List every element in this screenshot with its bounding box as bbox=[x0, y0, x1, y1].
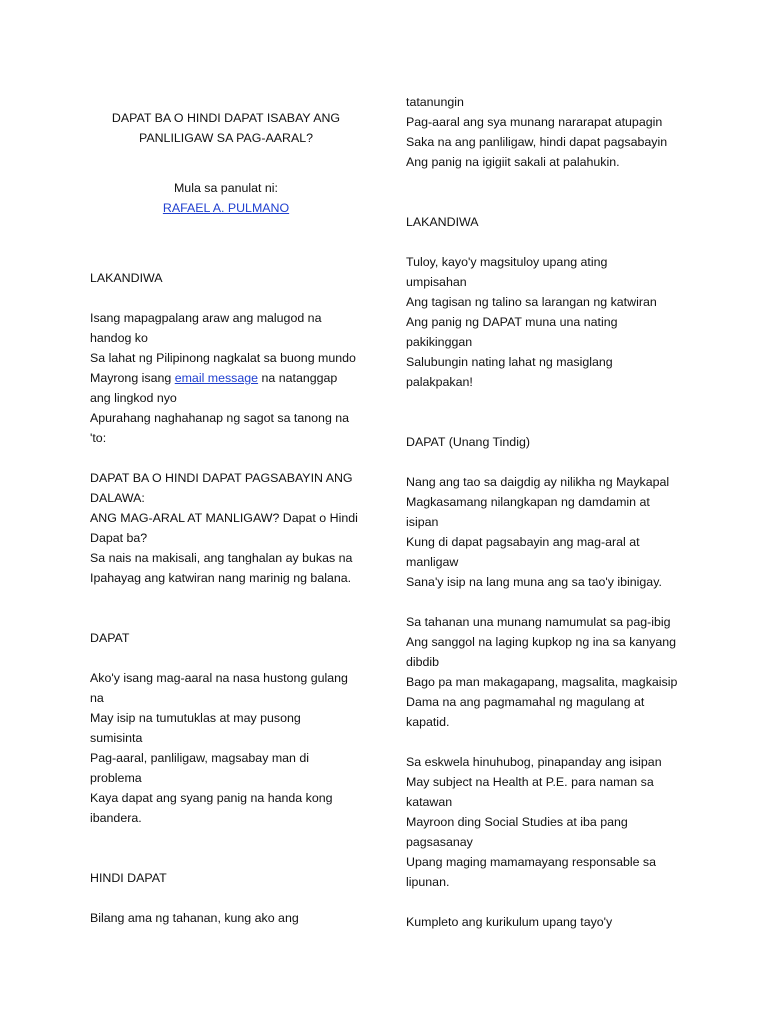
verse-line: Sa nais na makisali, ang tanghalan ay bukas na bbox=[90, 551, 353, 565]
verse-line: Ipahayag ang katwiran nang marinig ng balana. bbox=[90, 571, 352, 585]
verse-line: 'to: bbox=[90, 431, 107, 445]
document-title bbox=[90, 108, 362, 148]
verse-line: Magkasamang nilangkapan ng damdamin at bbox=[406, 495, 650, 509]
verse-line: pakikinggan bbox=[406, 335, 473, 349]
verse-line: Sana'y isip na lang muna ang sa tao'y ibinigay. bbox=[406, 575, 662, 589]
right-stanza-2 bbox=[406, 612, 696, 732]
verse-line: problema bbox=[90, 771, 142, 785]
right-dapat-heading bbox=[406, 432, 696, 452]
left-hindi-stanza bbox=[90, 908, 370, 928]
title-line-2: PANLILIGAW SA PAG-AARAL? bbox=[139, 131, 313, 145]
heading-text: DAPAT bbox=[406, 435, 446, 449]
verse-line: Ako'y isang mag-aaral na nasa hustong gulang bbox=[90, 671, 348, 685]
verse-line: manligaw bbox=[406, 555, 459, 569]
verse-line: Saka na ang panliligaw, hindi dapat pagsabayin bbox=[406, 135, 668, 149]
verse-line: lipunan. bbox=[406, 875, 450, 889]
verse-line: Ang panig na igigiit sakali at palahukin. bbox=[406, 155, 620, 169]
verse-line: DAPAT BA O HINDI DAPAT PAGSABAYIN ANG bbox=[90, 471, 353, 485]
byline-block bbox=[90, 178, 362, 218]
email-message-link[interactable]: email message bbox=[174, 371, 259, 385]
verse-line: Ang sanggol na laging kupkop ng ina sa kanyang bbox=[406, 635, 677, 649]
right-top-stanza bbox=[406, 92, 696, 172]
verse-line: Kumpleto ang kurikulum upang tayo'y bbox=[406, 915, 613, 929]
left-dapat-heading bbox=[90, 628, 370, 648]
section-heading bbox=[406, 432, 696, 452]
right-lakandiwa-heading bbox=[406, 212, 696, 232]
verse-line: sumisinta bbox=[90, 731, 143, 745]
verse-text: na natanggap bbox=[258, 371, 338, 385]
verse-line-with-link bbox=[90, 368, 370, 388]
verse-line: Kung di dapat pagsabayin ang mag-aral at bbox=[406, 535, 640, 549]
right-stanza-1 bbox=[406, 472, 696, 592]
verse-line: Bilang ama ng tahanan, kung ako ang bbox=[90, 911, 299, 925]
verse-line: Ang panig ng DAPAT muna una nating bbox=[406, 315, 618, 329]
right-stanza-4 bbox=[406, 912, 696, 932]
section-heading: DAPAT bbox=[90, 631, 130, 645]
section-heading: LAKANDIWA bbox=[90, 271, 163, 285]
left-lakandiwa-heading bbox=[90, 268, 370, 288]
section-heading: HINDI DAPAT bbox=[90, 871, 167, 885]
verse-line: Apurahang naghahanap ng sagot sa tanong na bbox=[90, 411, 350, 425]
verse-line: tatanungin bbox=[406, 95, 464, 109]
author-link[interactable]: RAFAEL A. PULMANO bbox=[162, 201, 290, 215]
verse-line: Salubungin nating lahat ng masiglang bbox=[406, 355, 613, 369]
right-lakandiwa-stanza bbox=[406, 252, 696, 392]
right-stanza-3 bbox=[406, 752, 696, 892]
verse-line: Pag-aaral, panliligaw, magsabay man di bbox=[90, 751, 310, 765]
verse-line: Dama na ang pagmamahal ng magulang at bbox=[406, 695, 645, 709]
left-dapat-stanza bbox=[90, 668, 370, 828]
verse-line: Upang maging mamamayang responsable sa bbox=[406, 855, 657, 869]
verse-line: na bbox=[90, 691, 104, 705]
verse-line: katawan bbox=[406, 795, 453, 809]
verse-line: Nang ang tao sa daigdig ay nilikha ng Maykapal bbox=[406, 475, 670, 489]
verse-line: dibdib bbox=[406, 655, 440, 669]
verse-line: kapatid. bbox=[406, 715, 450, 729]
verse-line: palakpakan! bbox=[406, 375, 473, 389]
verse-line: May isip na tumutuklas at may pusong bbox=[90, 711, 301, 725]
verse-line: Tuloy, kayo'y magsituloy upang ating bbox=[406, 255, 608, 269]
heading-subtext: (Unang Tindig) bbox=[445, 435, 530, 449]
verse-line: Bago pa man makagapang, magsalita, magkaisip bbox=[406, 675, 678, 689]
verse-line: pagsasanay bbox=[406, 835, 473, 849]
verse-line: handog ko bbox=[90, 331, 148, 345]
verse-line: ibandera. bbox=[90, 811, 142, 825]
verse-line: Kaya dapat ang syang panig na handa kong bbox=[90, 791, 333, 805]
verse-line: Sa lahat ng Pilipinong nagkalat sa buong mundo bbox=[90, 351, 356, 365]
verse-line: isipan bbox=[406, 515, 439, 529]
left-question-stanza bbox=[90, 468, 370, 588]
left-hindi-heading bbox=[90, 868, 370, 888]
verse-line: Ang tagisan ng talino sa larangan ng katwiran bbox=[406, 295, 657, 309]
verse-line: Dapat ba? bbox=[90, 531, 148, 545]
verse-line: Mayroon ding Social Studies at iba pang bbox=[406, 815, 628, 829]
verse-line: Sa tahanan una munang namumulat sa pag-ibig bbox=[406, 615, 671, 629]
verse-line: umpisahan bbox=[406, 275, 467, 289]
verse-line: Isang mapagpalang araw ang malugod na bbox=[90, 311, 322, 325]
verse-line: ANG MAG-ARAL AT MANLIGAW? Dapat o Hindi bbox=[90, 511, 358, 525]
byline: Mula sa panulat ni: bbox=[173, 181, 278, 195]
verse-line: May subject na Health at P.E. para naman sa bbox=[406, 775, 654, 789]
section-heading: LAKANDIWA bbox=[406, 215, 479, 229]
left-lakandiwa-stanza bbox=[90, 308, 370, 448]
verse-line: ang lingkod nyo bbox=[90, 391, 177, 405]
verse-line: Sa eskwela hinuhubog, pinapanday ang isipan bbox=[406, 755, 662, 769]
title-line-1: DAPAT BA O HINDI DAPAT ISABAY ANG bbox=[111, 111, 341, 125]
verse-text: Mayrong isang bbox=[90, 371, 175, 385]
verse-line: DALAWA: bbox=[90, 491, 145, 505]
verse-line: Pag-aaral ang sya munang nararapat atupagin bbox=[406, 115, 663, 129]
